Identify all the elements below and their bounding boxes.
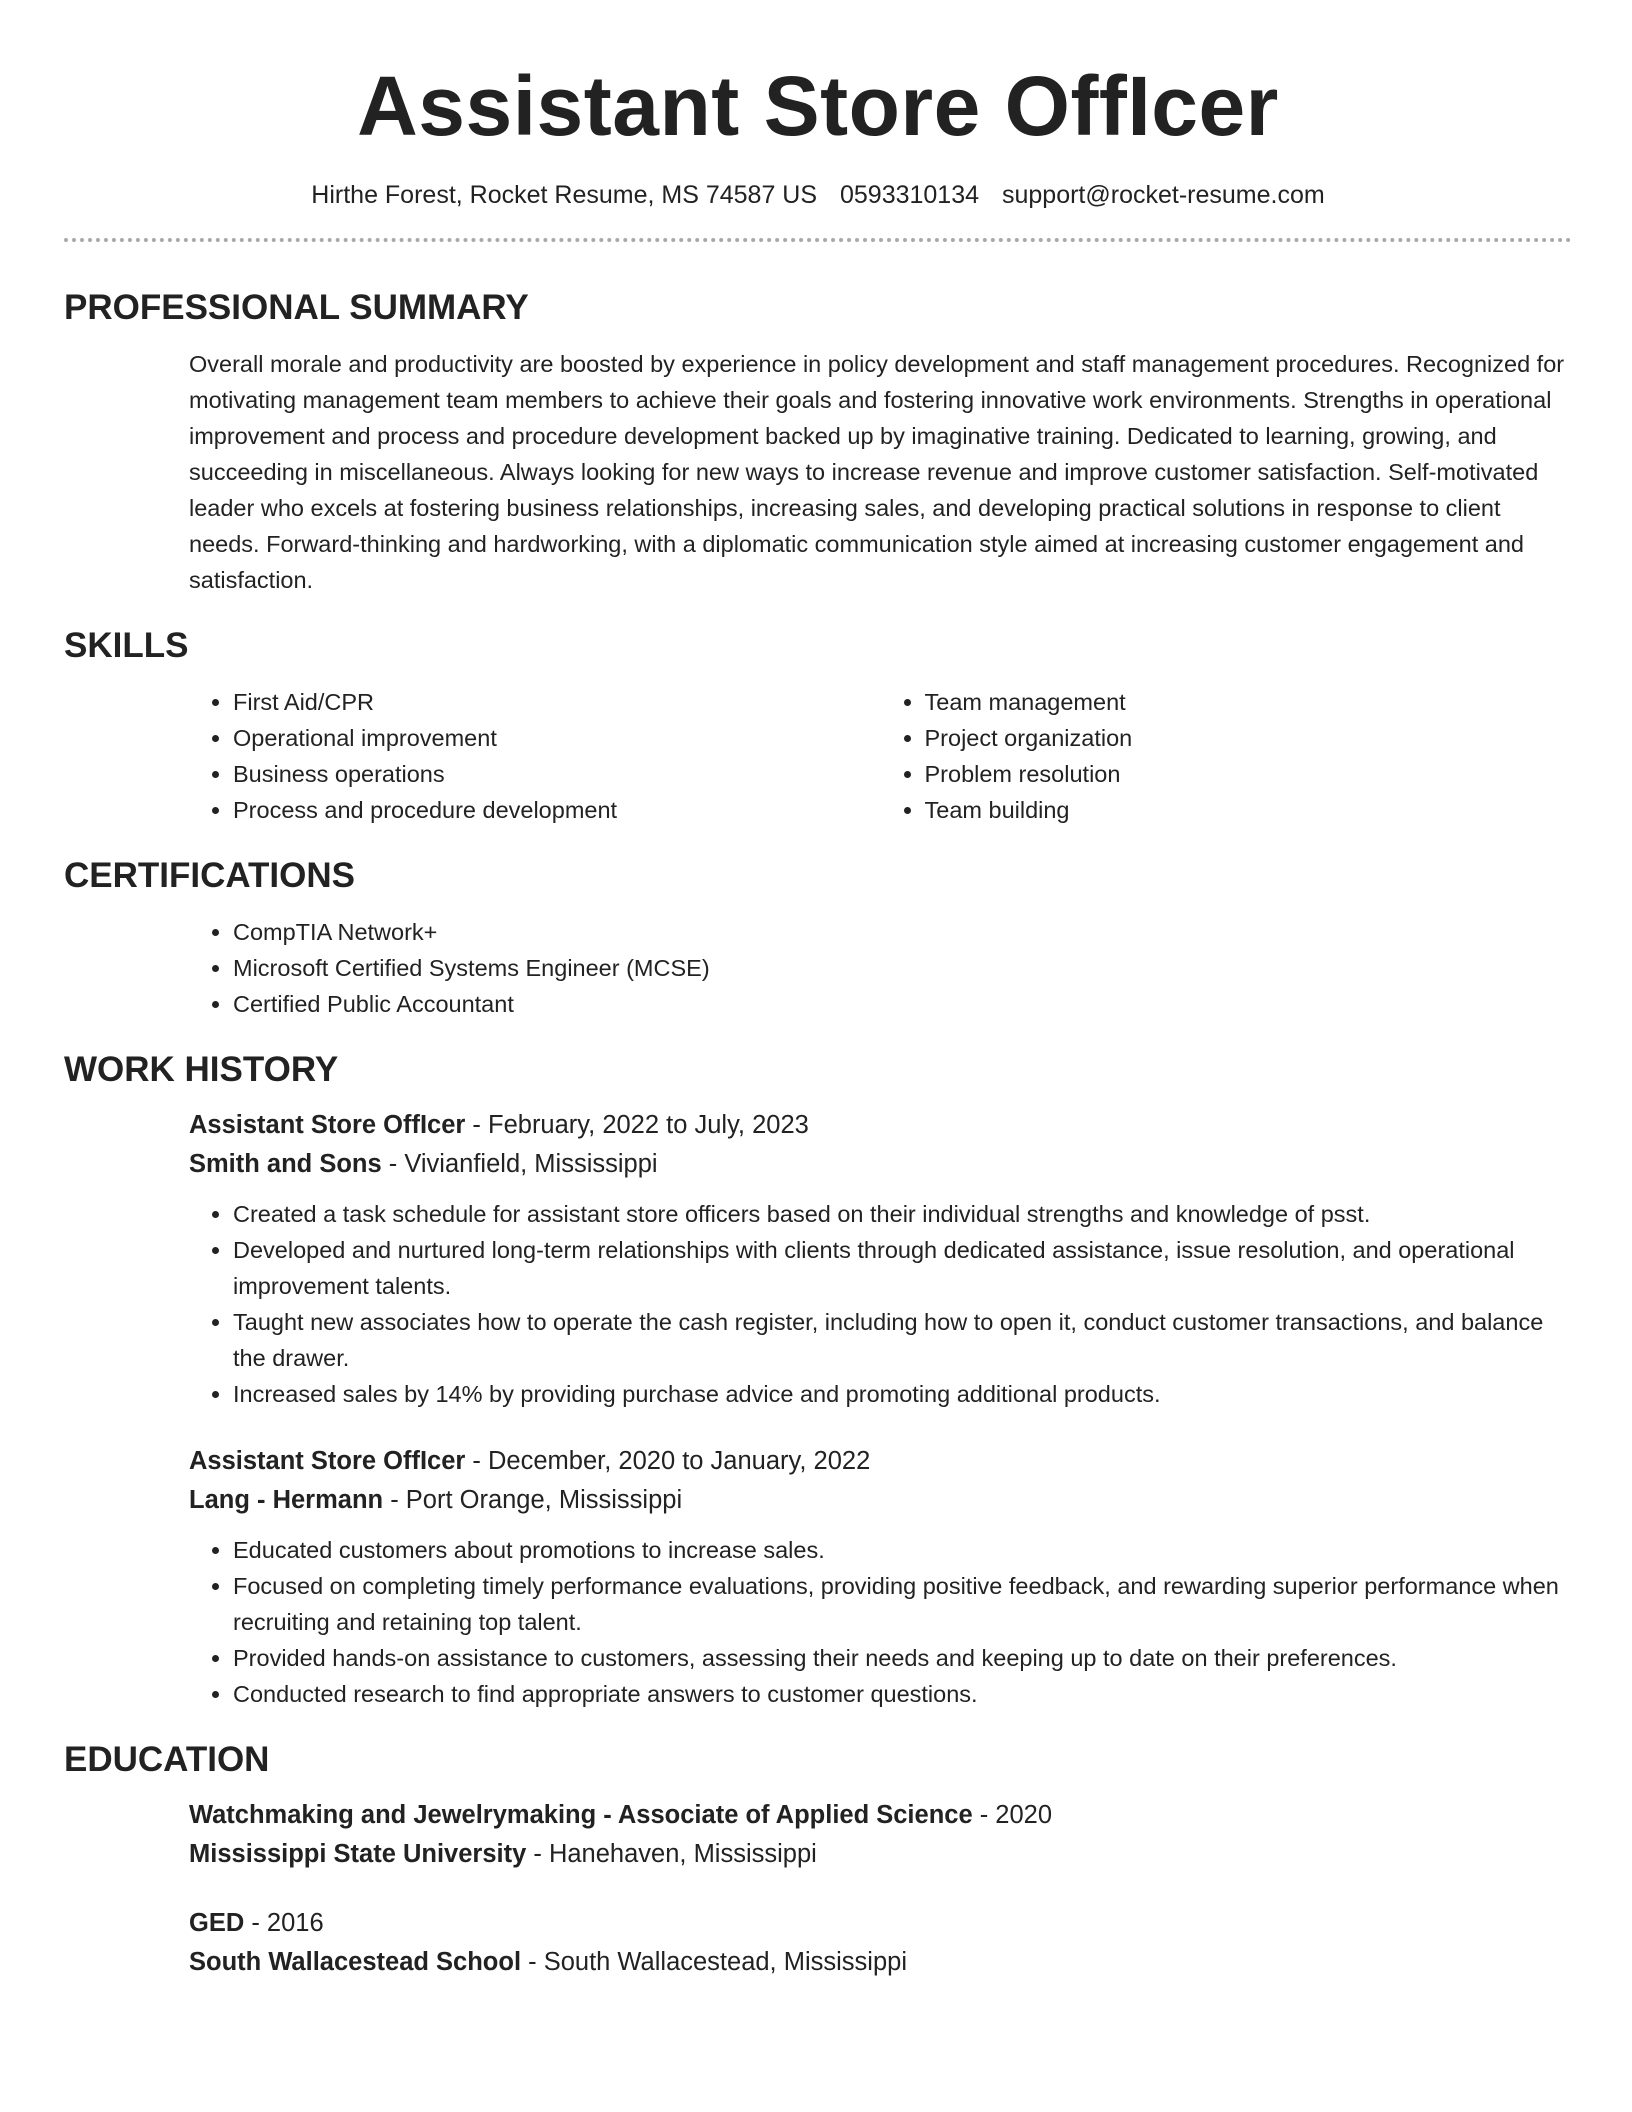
education-section	[64, 1738, 1572, 1982]
job-bullets	[189, 1532, 1572, 1712]
education-year: - 2016	[244, 1909, 324, 1937]
certification-item: • Microsoft Certified Systems Engineer (MCSE)	[233, 950, 1572, 986]
work-history-title: WORK HISTORY	[64, 1050, 339, 1089]
skills-columns	[189, 684, 1572, 828]
skill-item: • Process and procedure development	[233, 792, 881, 828]
skill-item: • Business operations	[233, 756, 881, 792]
candidate-name: Assistant Store OffIcer	[357, 59, 1279, 153]
job-bullet: • Focused on completing timely performance evaluations, providing positive feedback, and rewarding superior performance when recruiting and retaining top talent.	[233, 1568, 1572, 1640]
job-dates: - December, 2020 to January, 2022	[465, 1447, 871, 1475]
job-location: - Vivianfield, Mississippi	[381, 1150, 658, 1178]
certifications-list	[189, 914, 1572, 1022]
education-school: South Wallacestead School	[189, 1948, 522, 1976]
job-company: Smith and Sons	[189, 1150, 382, 1178]
education-location: - Hanehaven, Mississippi	[526, 1840, 817, 1868]
certifications-title: CERTIFICATIONS	[64, 856, 356, 895]
job-company-line	[189, 1481, 1572, 1520]
education-title: EDUCATION	[64, 1740, 270, 1779]
job-bullet: • Taught new associates how to operate the cash register, including how to open it, conduct customer transactions, and balance the drawer.	[233, 1304, 1572, 1376]
skills-list-left	[189, 684, 881, 828]
education-degree-line	[189, 1796, 1572, 1835]
resume-page	[64, 0, 1572, 1982]
certification-item: • Certified Public Accountant	[233, 986, 1572, 1022]
job-company: Lang - Hermann	[189, 1486, 384, 1514]
skill-item: • Team building	[925, 792, 1573, 828]
skills-title: SKILLS	[64, 626, 189, 665]
job-role: Assistant Store OffIcer	[189, 1111, 466, 1139]
contact-email: support@rocket-resume.com	[1001, 181, 1325, 209]
skill-item: • Problem resolution	[925, 756, 1573, 792]
contact-phone: 0593310134	[839, 181, 980, 209]
job-bullets	[189, 1196, 1572, 1412]
certifications-section	[64, 854, 1572, 1022]
job-bullet: • Created a task schedule for assistant store officers based on their individual strengths and knowledge of psst.	[233, 1196, 1572, 1232]
education-degree: Watchmaking and Jewelrymaking - Associate of Applied Science	[189, 1801, 973, 1829]
summary-section	[64, 286, 1572, 598]
education-degree: GED	[189, 1909, 245, 1937]
certification-item: • CompTIA Network+	[233, 914, 1572, 950]
job-bullet: • Provided hands-on assistance to customers, assessing their needs and keeping up to date on their preferences.	[233, 1640, 1572, 1676]
summary-text: Overall morale and productivity are boosted by experience in policy development and staff management procedures. Recognized for motivating management team members to achieve their goals and fostering innovative work environments. Strengths in operational improvement and process and procedure development backed up by imaginative training. Dedicated to learning, growing, and succeeding in miscellaneous. Always looking for new ways to increase revenue and improve customer satisfaction. Self-motivated leader who excels at fostering business relationships, increasing sales, and developing practical solutions in response to client needs. Forward-thinking and hardworking, with a diplomatic communication style aimed at increasing customer engagement and satisfaction.	[189, 351, 1565, 593]
job-company-line	[189, 1145, 1572, 1184]
resume-header	[64, 56, 1572, 242]
job-bullet: • Educated customers about promotions to increase sales.	[233, 1532, 1572, 1568]
summary-title: PROFESSIONAL SUMMARY	[64, 288, 529, 327]
work-history-section	[64, 1048, 1572, 1712]
job-title-line	[189, 1442, 1572, 1481]
contact-line	[64, 178, 1572, 212]
skills-list-right	[881, 684, 1573, 828]
job-bullet: • Conducted research to find appropriate answers to customer questions.	[233, 1676, 1572, 1712]
education-degree-line	[189, 1904, 1572, 1943]
skill-item: • Operational improvement	[233, 720, 881, 756]
skill-item: • Project organization	[925, 720, 1573, 756]
education-school-line	[189, 1835, 1572, 1874]
job-entry	[189, 1442, 1572, 1712]
skills-section	[64, 624, 1572, 828]
education-school-line	[189, 1943, 1572, 1982]
job-dates: - February, 2022 to July, 2023	[465, 1111, 809, 1139]
header-divider	[64, 238, 1572, 242]
job-entry	[189, 1106, 1572, 1412]
job-bullet: • Increased sales by 14% by providing purchase advice and promoting additional products.	[233, 1376, 1572, 1412]
skill-item: • First Aid/CPR	[233, 684, 881, 720]
education-school: Mississippi State University	[189, 1840, 527, 1868]
education-entry	[189, 1904, 1572, 1982]
job-location: - Port Orange, Mississippi	[383, 1486, 683, 1514]
education-location: - South Wallacestead, Mississippi	[521, 1948, 907, 1976]
job-role: Assistant Store OffIcer	[189, 1447, 466, 1475]
skill-item: • Team management	[925, 684, 1573, 720]
contact-address: Hirthe Forest, Rocket Resume, MS 74587 US	[311, 181, 818, 209]
education-year: - 2020	[972, 1801, 1053, 1829]
education-entry	[189, 1796, 1572, 1874]
job-title-line	[189, 1106, 1572, 1145]
job-bullet: • Developed and nurtured long-term relationships with clients through dedicated assistance, issue resolution, and operational improvement talents.	[233, 1232, 1572, 1304]
